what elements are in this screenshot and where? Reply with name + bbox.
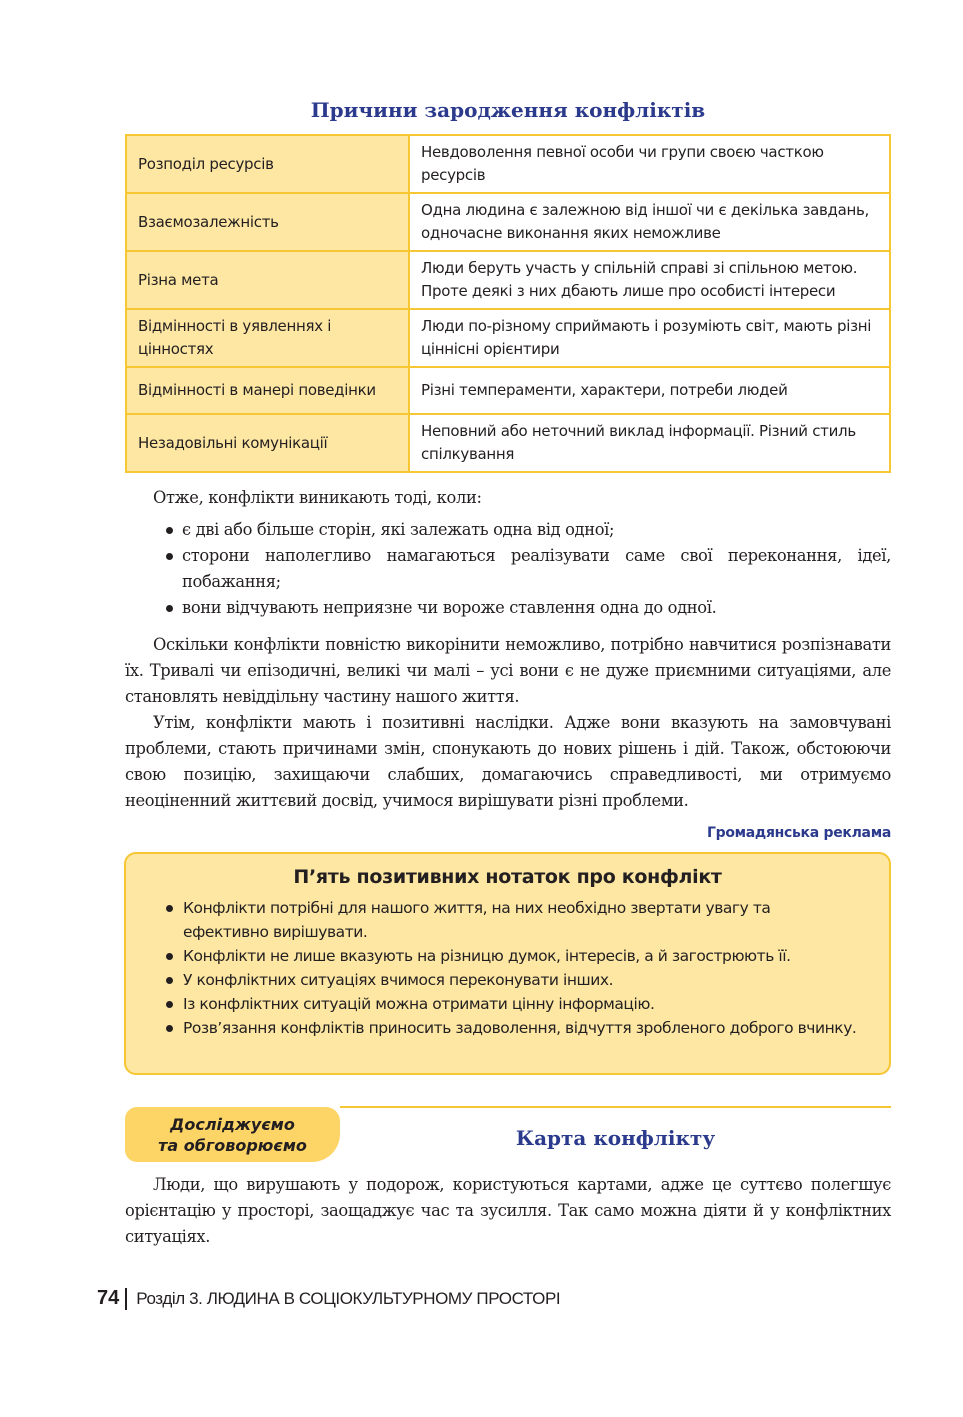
cause-cell: Відмінності в манері поведінки bbox=[126, 367, 409, 414]
notes-title: П’ять позитивних нотаток про конфлікт bbox=[293, 866, 722, 888]
cause-cell: Незадовільні комунікації bbox=[126, 414, 409, 472]
list-item-text: Конфлікти не лише вказують на різницю думок, інтересів, а й загострюють її. bbox=[183, 947, 791, 965]
cause-cell: Розподіл ресурсів bbox=[126, 135, 409, 193]
list-item bbox=[125, 595, 891, 621]
table-row bbox=[126, 309, 890, 367]
description-cell: Люди беруть участь у спільній справі зі спільною метою. Проте деякі з них дбають лише про особисті інтереси bbox=[409, 251, 890, 309]
list-item-text: Конфлікти потрібні для нашого життя, на них необхідно звертати увагу та ефективно вирішувати. bbox=[183, 899, 771, 941]
section-divider bbox=[340, 1106, 891, 1108]
bullet-icon bbox=[166, 553, 173, 560]
bullet-icon bbox=[166, 953, 173, 960]
list-item bbox=[126, 896, 889, 944]
description-cell: Невдоволення певної особи чи групи своєю часткою ресурсів bbox=[409, 135, 890, 193]
cause-cell: Відмінності в уявленнях і цінностях bbox=[126, 309, 409, 367]
footer-section-title: Розділ 3. ЛЮДИНА В СОЦІОКУЛЬТУРНОМУ ПРОСТОРІ bbox=[136, 1288, 561, 1308]
bullet-icon bbox=[166, 977, 173, 984]
description-cell: Одна людина є залежною від іншої чи є декілька завдань, одночасне виконання яких неможливе bbox=[409, 193, 890, 251]
body-paragraph: Оскільки конфлікти повністю викорінити неможливо, потрібно навчитися розпізнавати їх. Тривалі чи епізодичні, великі чи малі – усі вони є не дуже приємними ситуаціями, але становлять невіддільну частину нашого життя. bbox=[125, 635, 891, 706]
table-row bbox=[126, 414, 890, 472]
list-item bbox=[125, 543, 891, 595]
footer-divider bbox=[125, 1288, 127, 1310]
ad-label: Громадянська реклама bbox=[706, 825, 891, 841]
description-cell: Люди по-різному сприймають і розуміють світ, мають різні ціннісні орієнтири bbox=[409, 309, 890, 367]
list-item-text: сторони наполегливо намагаються реалізувати саме свої переконання, ідеї, побажання; bbox=[182, 546, 891, 591]
table-row bbox=[126, 251, 890, 309]
causes-table bbox=[125, 134, 891, 473]
section-heading: Карта конфлікту bbox=[515, 1126, 716, 1150]
list-item-text: Із конфліктних ситуацій можна отримати цінну інформацію. bbox=[183, 995, 655, 1013]
notes-list bbox=[126, 896, 889, 1040]
notes-box bbox=[124, 852, 891, 1075]
list-item-text: вони відчувають неприязне чи вороже ставлення одна до одної. bbox=[182, 598, 717, 617]
list-item bbox=[126, 992, 889, 1016]
cause-cell: Взаємозалежність bbox=[126, 193, 409, 251]
table-row bbox=[126, 193, 890, 251]
cause-cell: Різна мета bbox=[126, 251, 409, 309]
explore-badge bbox=[125, 1107, 340, 1162]
table-row bbox=[126, 367, 890, 414]
page-number: 74 bbox=[97, 1287, 120, 1309]
table-row bbox=[126, 135, 890, 193]
list-item-text: є дві або більше сторін, які залежать одна від одної; bbox=[182, 520, 615, 539]
description-cell: Неповний або неточний виклад інформації. Різний стиль спілкування bbox=[409, 414, 890, 472]
list-item bbox=[126, 968, 889, 992]
list-item bbox=[125, 517, 891, 543]
table-title: Причини зародження конфліктів bbox=[310, 98, 706, 122]
description-cell: Різні темпераменти, характери, потреби людей bbox=[409, 367, 890, 414]
list-item bbox=[126, 1016, 889, 1040]
bullet-icon bbox=[166, 527, 173, 534]
bullet-icon bbox=[166, 1001, 173, 1008]
body-paragraph: Утім, конфлікти мають і позитивні наслідки. Адже вони вказують на замовчувані проблеми, стають причинами змін, спонукають до нових рішень і дій. Також, обстоюючи свою позицію, захищаючи слабших, домагаючись справедливості, ми отримуємо неоціненний життєвий досвід, учимося вирішувати різні проблеми. bbox=[125, 713, 891, 810]
bullet-icon bbox=[166, 605, 173, 612]
badge-line: Досліджуємо bbox=[170, 1114, 295, 1134]
intro-text: Отже, конфлікти виникають тоді, коли: bbox=[153, 488, 482, 507]
bullet-icon bbox=[166, 1025, 173, 1032]
conditions-list bbox=[125, 517, 891, 621]
list-item-text: У конфліктних ситуаціях вчимося переконувати інших. bbox=[183, 971, 614, 989]
page-footer bbox=[97, 1287, 560, 1310]
section-paragraph: Люди, що вирушають у подорож, користуються картами, адже це суттєво полегшує орієнтацію у просторі, заощаджує час та зусилля. Так само можна діяти й у конфліктних ситуаціях. bbox=[125, 1175, 891, 1246]
badge-line: та обговорюємо bbox=[158, 1135, 307, 1155]
list-item-text: Розв’язання конфліктів приносить задоволення, відчуття зробленого доброго вчинку. bbox=[183, 1019, 857, 1037]
bullet-icon bbox=[166, 905, 173, 912]
list-item bbox=[126, 944, 889, 968]
